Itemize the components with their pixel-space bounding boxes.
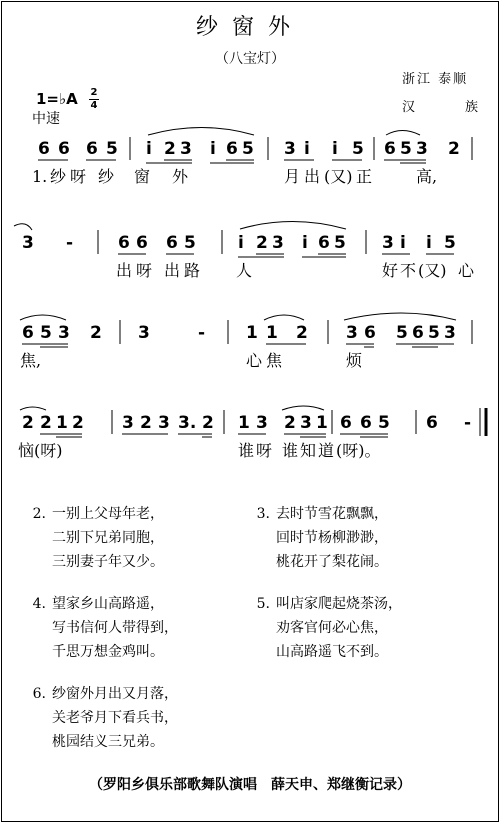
note: 6 [22, 323, 34, 343]
note: 2 [202, 413, 214, 433]
jianpu-score [2, 2, 500, 472]
note: i [238, 233, 244, 253]
lyric: 路 [184, 261, 201, 280]
lyric: 心 [458, 261, 475, 280]
note: 1 [246, 323, 258, 343]
verse-6 [18, 682, 178, 754]
note: 3 [444, 323, 456, 343]
ethnicity-a: 汉 [402, 100, 416, 115]
score-line-2 [14, 222, 475, 281]
lyric: 焦 [266, 351, 283, 370]
meter-top: 2 [90, 87, 98, 98]
lyric: (又) [324, 167, 353, 186]
note: i [302, 233, 308, 253]
note: 6 [360, 413, 372, 433]
lyric: 纱 [50, 167, 67, 186]
verse-line: 望家乡山高路遥， [52, 596, 164, 612]
lyric: 呀 [70, 167, 87, 186]
verse-line: 桃花开了梨花闹。 [276, 554, 388, 570]
note: 6 [364, 323, 376, 343]
note: 3. [178, 413, 197, 433]
verse-5 [242, 592, 402, 664]
lyric: 正 [356, 167, 373, 186]
verse-line: 关老爷月下看兵书， [52, 710, 178, 726]
verse-number: 3. [256, 506, 270, 522]
lyric: 知 [300, 441, 317, 460]
lyric: 出 [116, 261, 133, 280]
meter-bottom: 4 [90, 100, 98, 111]
note: 6 [226, 139, 238, 159]
note: 5 [400, 139, 412, 159]
verse-line: 叫店家爬起烧茶汤， [276, 596, 402, 612]
note: 3 [346, 323, 358, 343]
lyric: 心 [246, 351, 263, 370]
note: 2 [140, 413, 152, 433]
lyric: 呀 [136, 261, 153, 280]
note: 3 [382, 233, 394, 253]
lyric: 人 [236, 261, 253, 280]
note: 6 [426, 413, 438, 433]
note: i [400, 233, 406, 253]
note: 2 [40, 413, 52, 433]
lyric: 外 [172, 167, 189, 186]
verse-line: 二别下兄弟同胞， [52, 530, 164, 546]
verse-line: 纱窗外月出又月落， [52, 686, 178, 702]
verse-4 [18, 592, 178, 664]
lyric: 高, [416, 167, 438, 186]
note: 5 [428, 323, 440, 343]
score-line-4 [18, 406, 486, 460]
note: 3 [284, 139, 296, 159]
verse-line: 三别妻子年又少。 [52, 554, 164, 570]
lyric: 烦 [346, 351, 363, 370]
verse-3 [242, 502, 388, 574]
verse-number: 6. [32, 686, 46, 702]
note: 3 [300, 413, 312, 433]
note: 2 [448, 139, 460, 159]
verse-line: 桃园结义三兄弟。 [52, 734, 164, 750]
note: 3 [158, 413, 170, 433]
note: 3 [180, 139, 192, 159]
note: 5 [396, 323, 408, 343]
lyric: 道 [318, 441, 335, 460]
note: 5 [184, 233, 196, 253]
note: 6 [166, 233, 178, 253]
lyric: 谁 [282, 441, 299, 460]
verse-line: 写书信何人带得到， [52, 620, 178, 636]
note: 2 [164, 139, 176, 159]
score-line-3 [20, 313, 472, 370]
lyric: 谁 [238, 441, 255, 460]
note: i [426, 233, 432, 253]
note: i [332, 139, 338, 159]
note: 6 [38, 139, 50, 159]
lyric: 月 [284, 167, 301, 186]
lyric: (又) [418, 261, 447, 280]
verse-line: 劝客官何必心焦， [276, 620, 388, 636]
note: 6 [340, 413, 352, 433]
note: 5 [106, 139, 118, 159]
note: i [304, 139, 310, 159]
verse-number: 5. [256, 596, 270, 612]
verse-line: 千思万想金鸡叫。 [52, 644, 164, 660]
score-line-1 [32, 128, 472, 187]
lyric: 出 [164, 261, 181, 280]
note: 3 [256, 413, 268, 433]
lyric: 窗 [134, 167, 151, 186]
note: 3 [22, 233, 34, 253]
note: 6 [412, 323, 424, 343]
note: 5 [40, 323, 52, 343]
note: 1 [316, 413, 328, 433]
note: 3 [138, 323, 150, 343]
lyric: 1. [32, 167, 48, 186]
ethnicity-b: 族 [465, 100, 479, 115]
note: 5 [242, 139, 254, 159]
note: 6 [118, 233, 130, 253]
verse-line: 回时节杨柳渺渺， [276, 530, 388, 546]
lyric: 恼(呀) [18, 441, 63, 460]
note: 6 [86, 139, 98, 159]
note: 3 [58, 323, 70, 343]
note: 5 [352, 139, 364, 159]
tempo-marking: 中速 [32, 111, 60, 127]
note: 2 [72, 413, 84, 433]
note: - [464, 413, 472, 433]
song-title: 纱窗外 [195, 15, 304, 40]
note: i [210, 139, 216, 159]
note: 5 [444, 233, 456, 253]
note: 1 [266, 323, 278, 343]
verse-number: 4. [32, 596, 46, 612]
note: 5 [334, 233, 346, 253]
note: 3 [122, 413, 134, 433]
note: 5 [378, 413, 390, 433]
verse-2 [18, 502, 164, 574]
performer-credit: （罗阳乡俱乐部歌舞队演唱 薛天申、郑继衡记录） [89, 777, 411, 793]
note: 6 [58, 139, 70, 159]
verse-line: 山高路遥飞不到。 [276, 644, 388, 660]
score-page [1, 1, 499, 822]
note: i [146, 139, 152, 159]
note: 6 [384, 139, 396, 159]
lyric: 呀 [256, 441, 273, 460]
note: 1 [56, 413, 68, 433]
note: 3 [272, 233, 284, 253]
note: - [198, 323, 206, 343]
lyric: 不 [400, 261, 417, 280]
lyric: (呀)。 [336, 441, 381, 460]
verse-number: 2. [32, 506, 46, 522]
key-label: 1=♭A [36, 90, 78, 108]
note: 6 [136, 233, 148, 253]
note: 1 [238, 413, 250, 433]
note: - [66, 233, 74, 253]
lyric: 好 [382, 261, 399, 280]
note: 6 [318, 233, 330, 253]
note: 2 [284, 413, 296, 433]
note: 2 [296, 323, 308, 343]
verse-line: 去时节雪花飘飘， [276, 506, 388, 522]
lyric: 出 [304, 167, 321, 186]
verse-line: 一别上父母年老， [52, 506, 164, 522]
note: 2 [90, 323, 102, 343]
note: 3 [416, 139, 428, 159]
note: 2 [22, 413, 34, 433]
note: 2 [256, 233, 268, 253]
song-subtitle: （八宝灯） [215, 51, 285, 67]
region-credit: 浙江 泰顺 [402, 72, 469, 87]
lyric: 纱 [98, 167, 115, 186]
lyric: 焦, [20, 351, 42, 370]
